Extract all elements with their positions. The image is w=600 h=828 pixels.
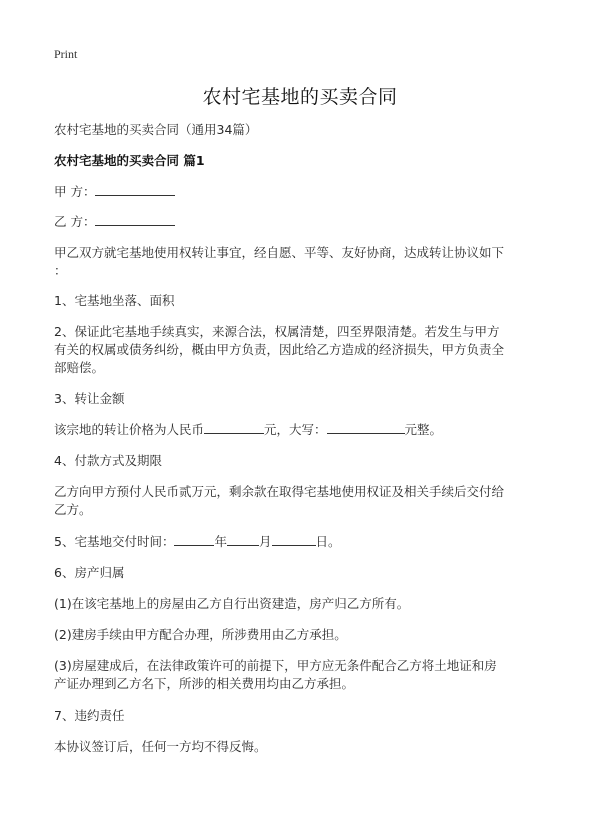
payment-line-1: 乙方向甲方预付人民币贰万元，剩余款在取得宅基地使用权证及相关手续后交付给: [54, 484, 505, 499]
document-subtitle: 农村宅基地的买卖合同（通用34篇）: [54, 122, 258, 137]
party-a-blank: [95, 183, 175, 196]
delivery-line: [54, 533, 554, 551]
item-4-heading: 4、付款方式及期限: [54, 453, 162, 468]
party-a-line: [54, 183, 554, 201]
day-blank: [272, 533, 316, 546]
delivery-prefix: 5、宅基地交付时间：: [54, 534, 175, 549]
party-a-label: 甲 方：: [54, 184, 96, 199]
document-title: 农村宅基地的买卖合同: [202, 86, 398, 108]
party-b-line: [54, 213, 554, 231]
month-blank: [227, 533, 259, 546]
clause-6-3-line-2: 产证办理到乙方名下，所涉的相关费用均由乙方承担。: [54, 676, 355, 691]
price-line: [54, 421, 554, 439]
clause-6-1: (1)在该宅基地上的房屋由乙方自行出资建造，房产归乙方所有。: [54, 596, 410, 611]
price-number-blank: [204, 421, 264, 434]
intro-line-2: ：: [54, 263, 67, 278]
item-2-line-3: 部赔偿。: [54, 360, 105, 375]
intro-line-1: 甲乙双方就宅基地使用权转让事宜，经自愿、平等、友好协商，达成转让协议如下: [54, 245, 505, 260]
clause-6-3-line-1: (3)房屋建成后，在法律政策许可的前提下，甲方应无条件配合乙方将土地证和房: [54, 658, 497, 673]
item-7-heading: 7、违约责任: [54, 708, 125, 723]
item-2-line-2: 有关的权属或债务纠纷，概由甲方负责，因此给乙方造成的经济损失，甲方负责全: [54, 342, 505, 357]
price-words-blank: [327, 421, 405, 434]
item-1-heading: 1、宅基地坐落、面积: [54, 293, 175, 308]
payment-line-2: 乙方。: [54, 502, 92, 517]
breach-clause: 本协议签订后，任何一方均不得反悔。: [54, 739, 267, 754]
price-suffix: 元整。: [404, 422, 443, 437]
party-b-label: 乙 方：: [54, 214, 96, 229]
day-label: 日。: [315, 534, 341, 549]
print-label[interactable]: Print: [54, 47, 78, 61]
section-heading: 农村宅基地的买卖合同 篇1: [54, 153, 205, 168]
year-blank: [174, 533, 214, 546]
item-6-heading: 6、房产归属: [54, 565, 125, 580]
clause-6-2: (2)建房手续由甲方配合办理，所涉费用由乙方承担。: [54, 627, 347, 642]
year-label: 年: [214, 534, 227, 549]
price-mid: 元，大写：: [264, 422, 327, 437]
item-3-heading: 3、转让金额: [54, 391, 125, 406]
item-2-line-1: 2、保证此宅基地手续真实，来源合法，权属清楚，四至界限清楚。若发生与甲方: [54, 324, 500, 339]
month-label: 月: [258, 534, 272, 549]
price-prefix: 该宗地的转让价格为人民币: [54, 422, 205, 437]
party-b-blank: [95, 213, 175, 226]
